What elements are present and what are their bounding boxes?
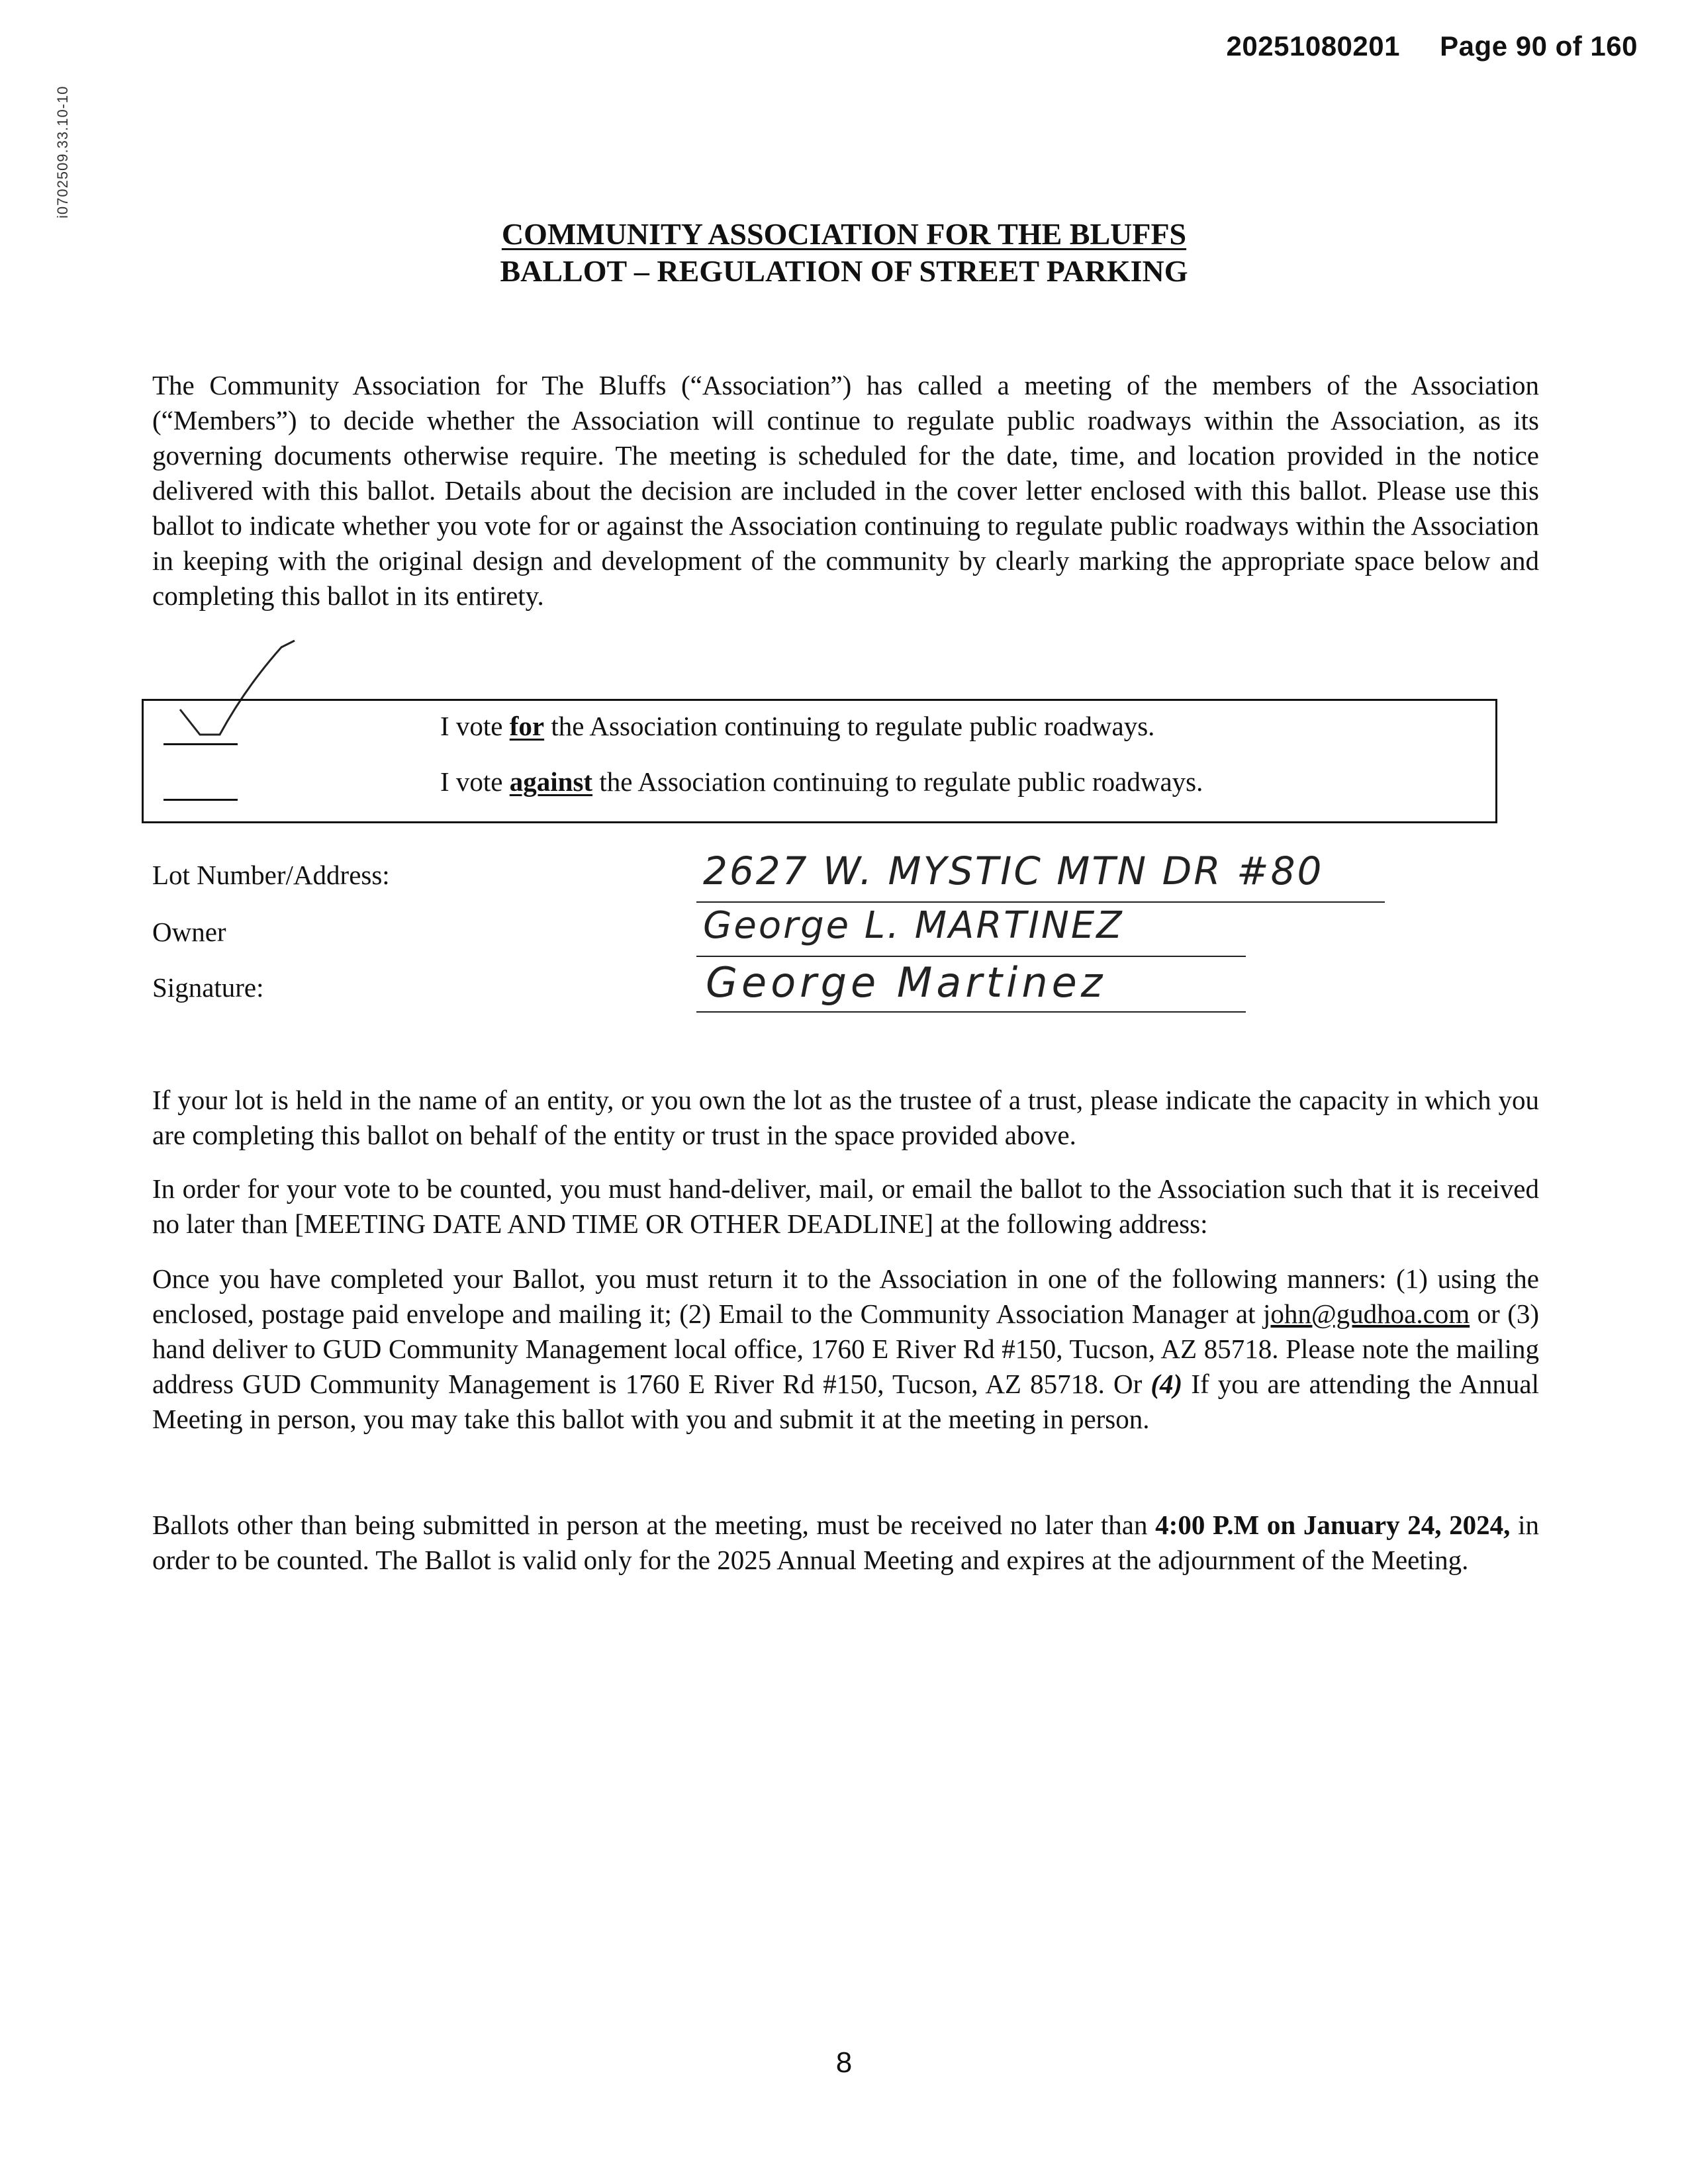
return-text-1: Once you have completed your Ballot, you must return it to the Association in one of the following manners: (1) using the enclosed, postage paid envelope and mailing it; (2) Email to the Community Association Manager at bbox=[152, 1263, 1539, 1329]
return-item-4: (4) bbox=[1150, 1369, 1183, 1399]
vote-against-option bbox=[440, 766, 1203, 797]
vote-against-suffix: the Association continuing to regulate public roadways. bbox=[592, 766, 1203, 797]
vote-for-mark-line[interactable] bbox=[164, 743, 238, 745]
ballot-title bbox=[0, 216, 1688, 290]
lot-line bbox=[696, 901, 1385, 903]
delivery-paragraph: In order for your vote to be counted, you must hand-deliver, mail, or email the ballot to the Association such that it is received no later than [MEETING DATE AND TIME OR OTHER DEADLINE] at the following address: bbox=[152, 1173, 1539, 1239]
return-instructions-paragraph bbox=[152, 1261, 1539, 1437]
vote-for-option bbox=[440, 710, 1154, 742]
deadline-text-2: in order to be counted. The Ballot is valid only for the 2025 Annual Meeting and expires at the adjournment of the Meeting. bbox=[152, 1510, 1539, 1575]
deadline-paragraph bbox=[152, 1508, 1539, 1578]
document-stamp bbox=[1227, 30, 1638, 62]
page-number: 8 bbox=[835, 2046, 853, 2079]
return-text-3: If you are attending the Annual Meeting in person, you may take this ballot with you and submit it at the meeting in person. bbox=[152, 1369, 1539, 1434]
return-text-2: or (3) hand deliver to GUD Community Management local office, 1760 E River Rd #150, Tucson, AZ 85718. Please note the mailing address GUD Community Management is 1760 E River Rd #150, Tucson, AZ 85718. Or bbox=[152, 1298, 1539, 1399]
page-indicator: Page 90 of 160 bbox=[1440, 30, 1638, 62]
signature-handwritten[interactable]: George Martinez bbox=[706, 958, 1107, 1007]
vote-against-prefix: I vote bbox=[440, 766, 510, 797]
lot-handwritten-value[interactable]: 2627 W. MYSTIC MTN DR #80 bbox=[703, 848, 1324, 893]
vote-against-mark-line[interactable] bbox=[164, 799, 238, 801]
vote-for-keyword: for bbox=[509, 711, 545, 741]
owner-line bbox=[696, 956, 1246, 957]
intro-paragraph: The Community Association for The Bluffs (“Association”) has called a meeting of the members of the Association (“Members”) to decide whether the Association will continue to regulate public roadways within the Association, as its governing documents otherwise require. The meeting is scheduled for the date, time, and location provided in the notice delivered with this ballot. Details about the decision are included in the cover letter enclosed with this ballot. Please use this ballot to indicate whether you vote for or against the Association continuing to regulate public roadways within the Association in keeping with the original design and development of the community by clearly marking the appropriate space below and completing this ballot in its entirety. bbox=[152, 370, 1539, 611]
vote-against-keyword: against bbox=[509, 766, 593, 797]
title-line-2: BALLOT – REGULATION OF STREET PARKING bbox=[500, 254, 1188, 288]
manager-email-link[interactable]: john@gudhoa.com bbox=[1262, 1298, 1470, 1329]
lot-label: Lot Number/Address: bbox=[152, 860, 390, 890]
vote-options-box bbox=[142, 699, 1497, 823]
vote-for-prefix: I vote bbox=[440, 711, 510, 741]
entity-paragraph: If your lot is held in the name of an entity, or you own the lot as the trustee of a trust, please indicate the capacity in which you are completing this ballot on behalf of the entity or trust in the space provided above. bbox=[152, 1085, 1539, 1150]
vote-for-suffix: the Association continuing to regulate public roadways. bbox=[544, 711, 1155, 741]
owner-label: Owner bbox=[152, 917, 226, 947]
side-identifier: i0702509.33.10-10 bbox=[54, 85, 71, 218]
owner-handwritten-value[interactable]: George L. MARTINEZ bbox=[703, 904, 1124, 947]
deadline-text-1: Ballots other than being submitted in person at the meeting, must be received no later than bbox=[152, 1510, 1156, 1540]
deadline-bold: 4:00 P.M on January 24, 2024, bbox=[1155, 1510, 1511, 1540]
signature-line bbox=[696, 1011, 1246, 1013]
document-number: 20251080201 bbox=[1226, 30, 1400, 62]
title-line-1: COMMUNITY ASSOCIATION FOR THE BLUFFS bbox=[501, 217, 1187, 251]
signature-label: Signature: bbox=[152, 972, 264, 1003]
